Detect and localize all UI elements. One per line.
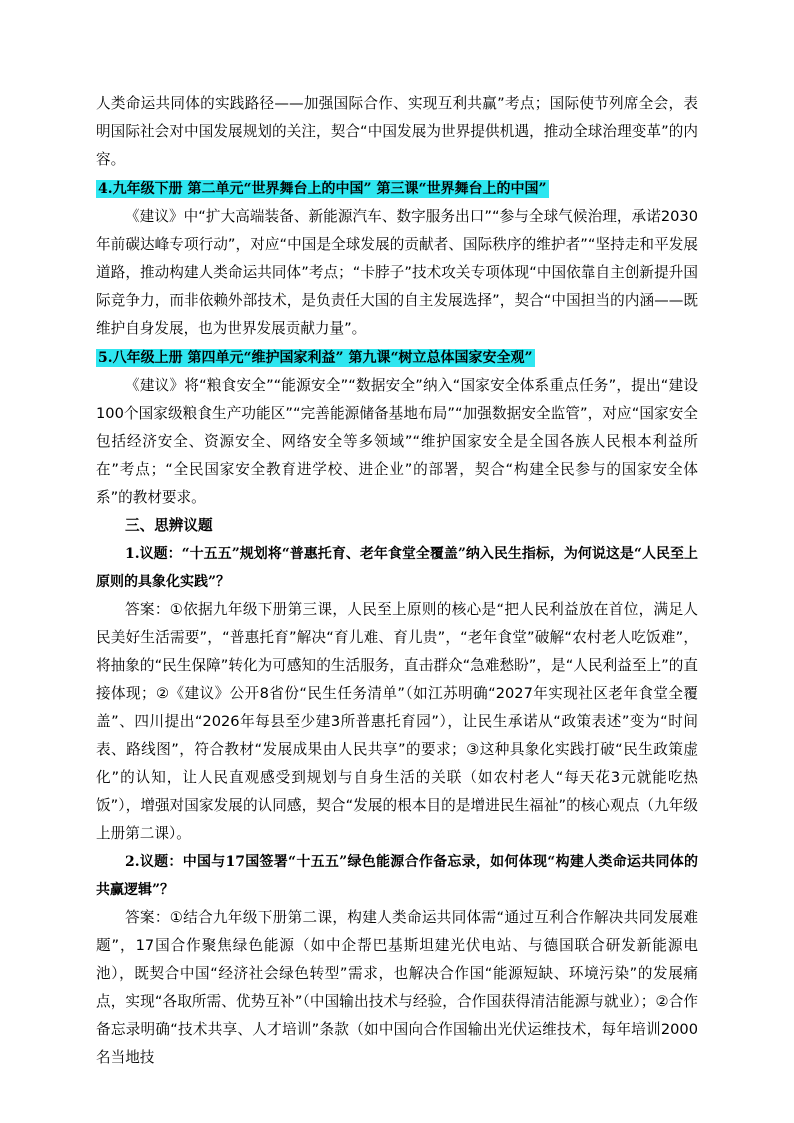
heading-item-4 bbox=[96, 174, 698, 203]
paragraph-item-4: 《建议》中“扩大高端装备、新能源汽车、数字服务出口”“参与全球气候治理，承诺2030年前碳达峰专项行动”，对应“中国是全球发展的贡献者、国际秩序的维护者”“坚持走和平发展道路，推动构建人类命运共同体”考点；“卡脖子”技术攻关专项体现“中国依靠自主创新提升国际竞争力，而非依赖外部技术，是负责任大国的自主发展选择”，契合“中国担当的内涵——既维护自身发展，也为世界发展贡献力量”。 bbox=[96, 208, 698, 337]
issue-answer-1: 答案：①依据九年级下册第三课，人民至上原则的核心是“把人民利益放在首位，满足人民美好生活需要”，“普惠托育”解决“育儿难、育儿贵”，“老年食堂”破解“农村老人吃饭难”，将抽象的“民生保障”转化为可感知的生活服务，直击群众“急难愁盼”，是“人民利益至上”的直接体现；②《建议》公开8省份“民生任务清单”（如江苏明确“2027年实现社区老年食堂全覆盖”、四川提出“2026年每县至少建3所普惠托育园”），让民生承诺从“政策表述”变为“时间表、路线图”，符合教材“发展成果由人民共享”的要求；③这种具象化实践打破“民生政策虚化”的认知，让人民直观感受到规划与自身生活的关联（如农村老人“每天花3元就能吃热饭”），增强对国家发展的认同感，契合“发展的根本目的是增进民生福祉”的核心观点（九年级上册第二课）。 bbox=[96, 601, 698, 842]
issue-question-2: 2.议题：中国与17国签署“十五五”绿色能源合作备忘录，如何体现“构建人类命运共同体的共赢逻辑”？ bbox=[96, 854, 698, 898]
issue-question-1: 1.议题：“十五五”规划将“普惠托育、老年食堂全覆盖”纳入民生指标，为何说这是“人民至上原则的具象化实践”？ bbox=[96, 546, 698, 590]
issue-answer-2: 答案：①结合九年级下册第二课，构建人类命运共同体需“通过互利合作解决共同发展难题”，17国合作聚焦绿色能源（如中企帮巴基斯坦建光伏电站、与德国联合研发新能源电池），既契合中国“经济社会绿色转型”需求，也解决合作国“能源短缺、环境污染”的发展痛点，实现“各取所需、优势互补”（中国输出技术与经验，合作国获得清洁能源与就业）；②合作备忘录明确“技术共享、人才培训”条款（如中国向合作国输出光伏运维技术，每年培训2000名当地技 bbox=[96, 909, 698, 1066]
paragraph-item-5: 《建议》将“粮食安全”“能源安全”“数据安全”纳入“国家安全体系重点任务”，提出“建设100个国家级粮食生产功能区”“完善能源储备基地布局”“加强数据安全监管”，对应“国家安全包括经济安全、资源安全、网络安全等多领域”“维护国家安全是全国各族人民根本利益所在”考点；“全民国家安全教育进学校、进企业”的部署，契合“构建全民参与的国家安全体系”的教材要求。 bbox=[96, 377, 698, 506]
highlighted-heading-4: 4.九年级下册 第二单元“世界舞台上的中国” 第三课“世界舞台上的中国” bbox=[98, 181, 547, 197]
document-body bbox=[96, 90, 698, 1072]
section-heading-3: 三、思辨议题 bbox=[125, 517, 213, 534]
heading-item-5 bbox=[96, 343, 698, 372]
highlighted-heading-5: 5.八年级上册 第四单元“维护国家利益” 第九课“树立总体国家安全观” bbox=[98, 350, 533, 366]
paragraph-continuation: 人类命运共同体的实践路径——加强国际合作、实现互利共赢”考点；国际使节列席全会，表明国际社会对中国发展规划的关注，契合“中国发展为世界提供机遇，推动全球治理变革”的内容。 bbox=[96, 95, 698, 168]
